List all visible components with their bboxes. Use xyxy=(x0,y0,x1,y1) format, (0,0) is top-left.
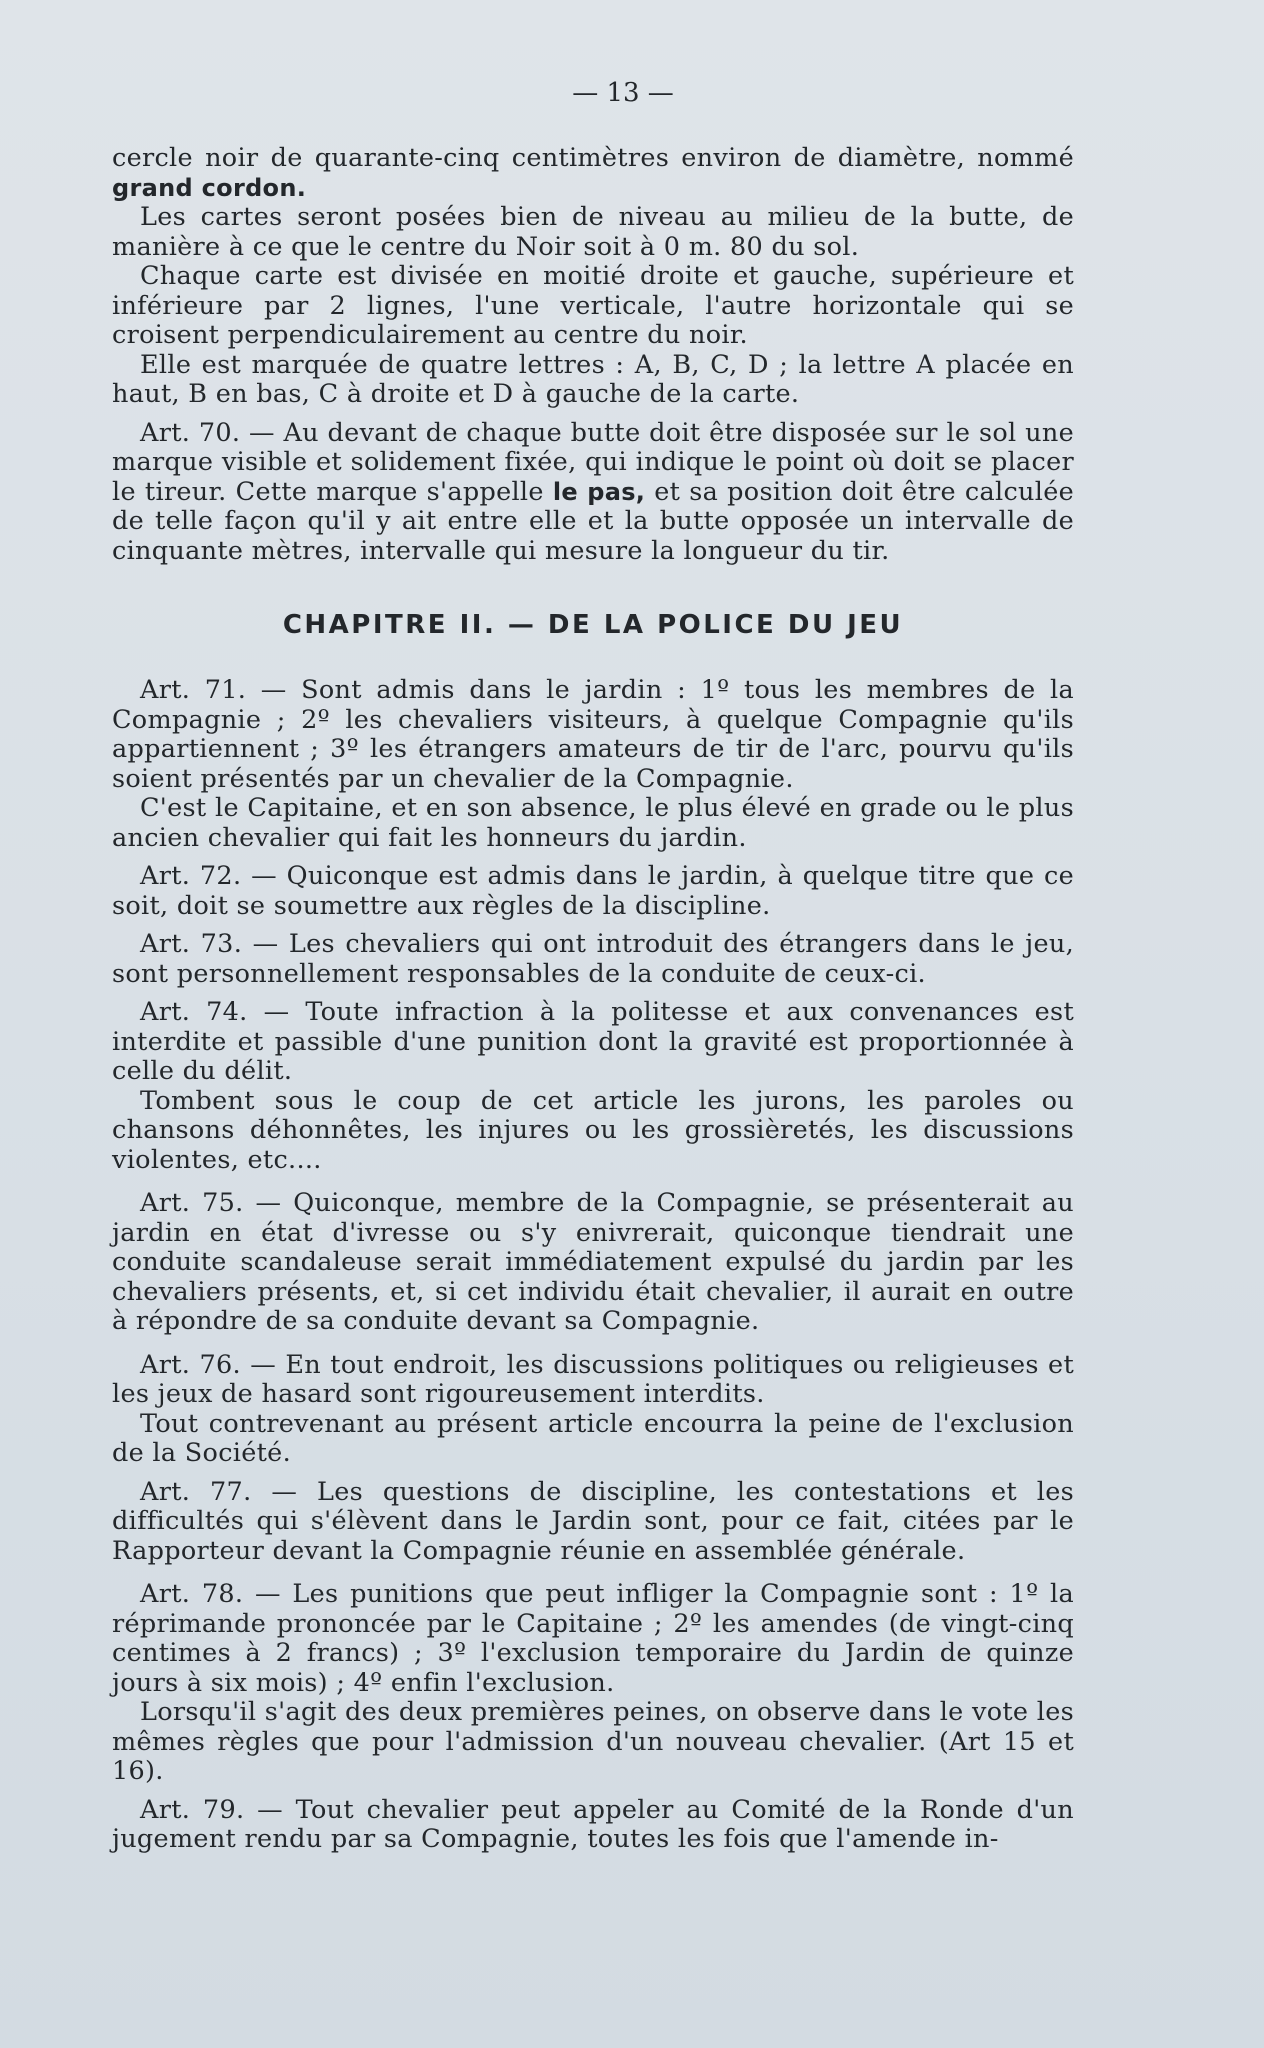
paragraph: Elle est marquée de quatre lettres : A, B, C, D ; la lettre A placée en haut, B en bas, C à droite et D à gauche de la carte. xyxy=(112,349,1074,409)
article-71: Art. 71. — Sont admis dans le jardin : 1º tous les membres de la Compagnie ; 2º les chevaliers visiteurs, à quelque Compagnie qu'ils appartiennent ; 3º les étrangers amateurs de tir de l'arc, pourvu qu'ils soient présentés par un chevalier de la Compagnie. xyxy=(112,675,1074,794)
article-79: Art. 79. — Tout chevalier peut appeler au Comité de la Ronde d'un jugement rendu par sa Compagnie, toutes les fois que l'amende in- xyxy=(112,1794,1074,1854)
page-number: — 13 — xyxy=(572,78,674,108)
paragraph: Tout contrevenant au présent article encourra la peine de l'exclusion de la Société. xyxy=(112,1408,1074,1468)
paragraph: C'est le Capitaine, et en son absence, le plus élevé en grade ou le plus ancien chevalier qui fait les honneurs du jardin. xyxy=(112,793,1074,853)
chapter-heading: CHAPITRE II. — DE LA POLICE DU JEU xyxy=(282,610,904,640)
paragraph: Tombent sous le coup de cet article les jurons, les paroles ou chansons déhonnêtes, les injures ou les grossièretés, les discussions violentes, etc.... xyxy=(112,1085,1074,1175)
article-72: Art. 72. — Quiconque est admis dans le jardin, à quelque titre que ce soit, doit se soumettre aux règles de la discipline. xyxy=(112,861,1074,921)
article-74: Art. 74. — Toute infraction à la politesse et aux convenances est interdite et passible d'une punition dont la gravité est proportionnée à celle du délit. xyxy=(112,997,1074,1086)
article-75: Art. 75. — Quiconque, membre de la Compagnie, se présenterait au jardin en état d'ivresse ou s'y enivrerait, quiconque tiendrait une conduite scandaleuse serait immédiatement expulsé du jardin par les chevaliers présents, et, si cet individu était chevalier, il aurait en outre à répondre de sa conduite devant sa Compagnie. xyxy=(112,1188,1074,1336)
article-78: Art. 78. — Les punitions que peut infliger la Compagnie sont : 1º la réprimande prononcée par le Capitaine ; 2º les amendes (de vingt-cinq centimes à 2 francs) ; 3º l'exclusion temporaire du Jardin de quinze jours à six mois) ; 4º enfin l'exclusion. xyxy=(112,1579,1074,1698)
paragraph: Chaque carte est divisée en moitié droite et gauche, supérieure et inférieure par 2 lignes, l'une verticale, l'autre horizontale qui se croisent perpendiculairement au centre du noir. xyxy=(112,261,1074,350)
article-73: Art. 73. — Les chevaliers qui ont introduit des étrangers dans le jeu, sont personnellement responsables de la conduite de ceux-ci. xyxy=(112,929,1074,989)
paragraph: Lorsqu'il s'agit des deux premières peines, on observe dans le vote les mêmes règles que pour l'admission d'un nouveau chevalier. (Art 15 et 16). xyxy=(112,1697,1074,1786)
paragraph xyxy=(112,419,1074,567)
bold-term: le pas, xyxy=(552,477,646,506)
paragraph-text: et sa position doit être calculée de telle façon qu'il y ait entre elle et la butte opposée un intervalle de cinquante mètres, intervalle qui mesure la longueur du tir. xyxy=(112,476,1074,566)
paragraph-text: Art. 70. — Au devant de chaque butte doit être disposée sur le sol une marque visible et solidement fixée, qui indique le point où doit se placer le tireur. Cette marque s'appelle xyxy=(112,417,1074,507)
article-76: Art. 76. — En tout endroit, les discussions politiques ou religieuses et les jeux de hasard sont rigoureusement interdits. xyxy=(112,1349,1074,1409)
article-77: Art. 77. — Les questions de discipline, les contestations et les difficultés qui s'élèvent dans le Jardin sont, pour ce fait, citées par le Rapporteur devant la Compagnie réunie en assemblée générale. xyxy=(112,1476,1074,1566)
paragraph: Les cartes seront posées bien de niveau au milieu de la butte, de manière à ce que le centre du Noir soit à 0 m. 80 du sol. xyxy=(112,202,1074,262)
paragraph xyxy=(112,144,1074,203)
paragraph-text: cercle noir de quarante-cinq centimètres environ de diamètre, nommé xyxy=(112,143,1074,173)
bold-term: grand cordon. xyxy=(112,173,307,202)
